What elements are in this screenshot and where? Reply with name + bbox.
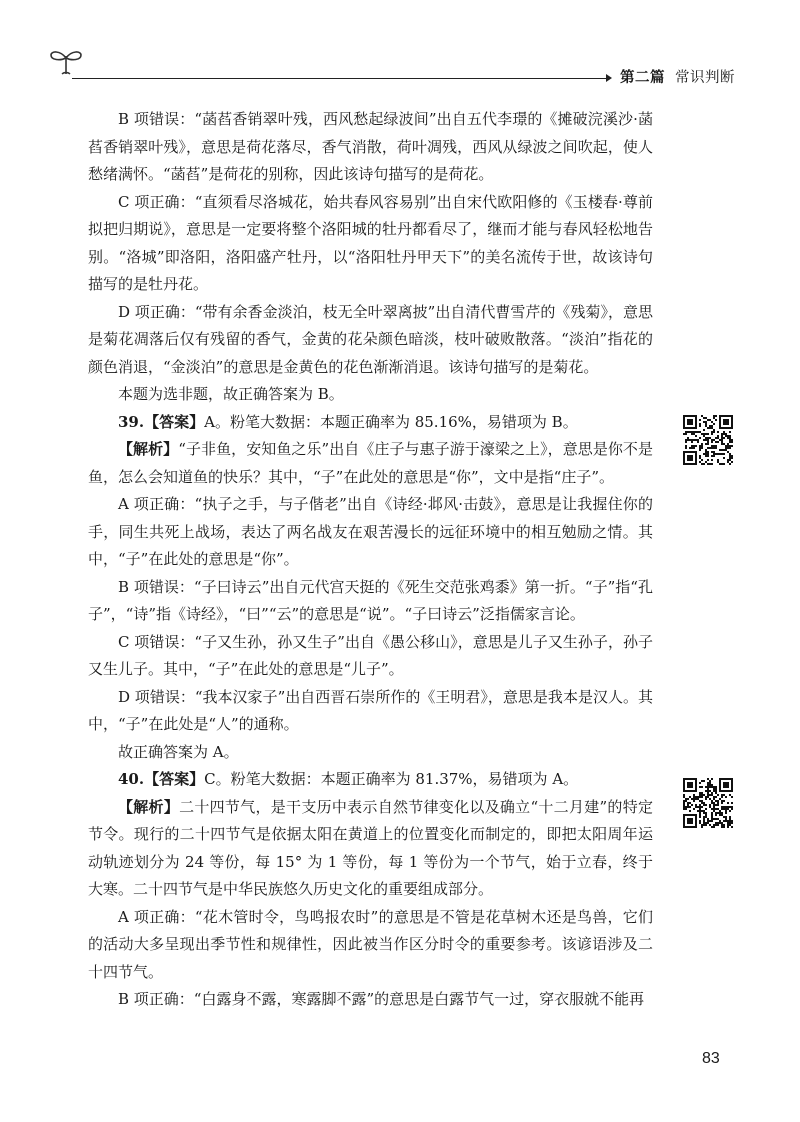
q39-option-a: A 项正确：“执子之手，与子偕老”出自《诗经·邶风·击鼓》，意思是让我握住你的手，同生共死上战场，表达了两名战友在艰苦漫长的远征环境中的相互勉励之情。其中，“子”在此处的意思是“你”。 xyxy=(88,495,653,568)
section-title xyxy=(620,66,735,87)
q40-analysis-label: 【解析】 xyxy=(118,797,180,816)
q40-answer xyxy=(88,766,653,794)
q40-option-a: A 项正确：“花木管时令，鸟鸣报农时”的意思是不管是花草树木还是鸟兽，它们的活动大多呈现出季节性和规律性，因此被当作区分时令的重要参考。该谚语涉及二十四节气。 xyxy=(88,907,653,981)
q40-option-b: B 项正确：“白露身不露，寒露脚不露”的意思是白露节气一过，穿衣服就不能再 xyxy=(118,990,645,1008)
q39-option-b: B 项错误：“子曰诗云”出自元代宫天挺的《死生交范张鸡黍》第一折。“子”指“孔子”，“诗”指《诗经》，“曰”“云”的意思是“说”。“子曰诗云”泛指儒家言论。 xyxy=(88,577,653,623)
qr-code-icon[interactable] xyxy=(683,778,733,828)
q40-answer-label: 40.【答案】 xyxy=(118,770,205,788)
section-name: 第二篇 xyxy=(620,70,665,86)
option-b-explanation: B 项错误：“菡萏香销翠叶残，西风愁起绿波间”出自五代李璟的《摊破浣溪沙·菡萏香销翠叶残》，意思是荷花落尽，香气消散，荷叶凋残，西风从绿波之间吹起，使人愁绪满怀。“菡萏”是荷花的别称，因此该诗句描写的是荷花。 xyxy=(88,110,653,183)
q39-option-d: D 项错误：“我本汉家子”出自西晋石崇所作的《王明君》，意思是我本是汉人。其中，“子”在此处是“人”的通称。 xyxy=(88,687,653,733)
q39-analysis xyxy=(88,436,653,491)
q40-analysis-text: 二十四节气，是干支历中表示自然节律变化以及确立“十二月建”的特定节令。现行的二十四节气是依据太阳在黄道上的位置变化而制定的，即把太阳周年运动轨迹划分为 24 等份，每 15° 为 1 等份，每 1 等份为一个节气，始于立春，终于大寒。二十四节气是中华民族悠久历史文化的重要组成部分。 xyxy=(88,797,653,898)
q39-answer xyxy=(88,409,653,437)
q39-answer-label: 39.【答案】 xyxy=(118,412,205,431)
page-number: 83 xyxy=(702,1050,720,1067)
q40-answer-text: C。粉笔大数据：本题正确率为 81.37%，易错项为 A。 xyxy=(204,770,579,788)
q39-analysis-text: “子非鱼，安知鱼之乐”出自《庄子与惠子游于濠梁之上》，意思是你不是鱼，怎么会知道鱼的快乐？其中，“子”在此处的意思是“你”，文中是指“庄子”。 xyxy=(88,440,653,486)
header-rule xyxy=(72,78,608,79)
q39-conclusion: 故正确答案为 A。 xyxy=(118,742,239,761)
q40-analysis xyxy=(88,794,653,904)
qr-code-icon[interactable] xyxy=(683,415,733,465)
conclusion: 本题为选非题，故正确答案为 B。 xyxy=(118,385,344,403)
q39-answer-text: A。粉笔大数据：本题正确率为 85.16%，易错项为 B。 xyxy=(204,412,578,431)
q39-option-c: C 项错误：“子又生孙，孙又生子”出自《愚公移山》，意思是儿子又生孙子，孙子又生儿子。其中，“子”在此处的意思是“儿子”。 xyxy=(88,632,653,678)
option-d-explanation: D 项正确：“带有余香金淡泊，枝无全叶翠离披”出自清代曹雪芹的《残菊》，意思是菊花凋落后仅有残留的香气，金黄的花朵颜色暗淡，枝叶破败散落。“淡泊”指花的颜色消退，“金淡泊”的意思是金黄色的花色渐渐消退。该诗句描写的是菊花。 xyxy=(88,302,653,376)
page-header xyxy=(0,0,800,100)
q39-analysis-label: 【解析】 xyxy=(118,440,179,458)
option-c-explanation: C 项正确：“直须看尽洛城花，始共春风容易别”出自宋代欧阳修的《玉楼春·尊前拟把归期说》，意思是一定要将整个洛阳城的牡丹都看尽了，继而才能与春风轻松地告别。“洛城”即洛阳，洛阳盛产牡丹，以“洛阳牡丹甲天下”的美名流传于世，故该诗句描写的是牡丹花。 xyxy=(88,192,653,293)
subsection-name: 常识判断 xyxy=(675,70,735,86)
leaf-sprout-icon xyxy=(48,46,84,76)
header-rule-arrow xyxy=(606,74,612,82)
page-body xyxy=(88,106,653,1014)
